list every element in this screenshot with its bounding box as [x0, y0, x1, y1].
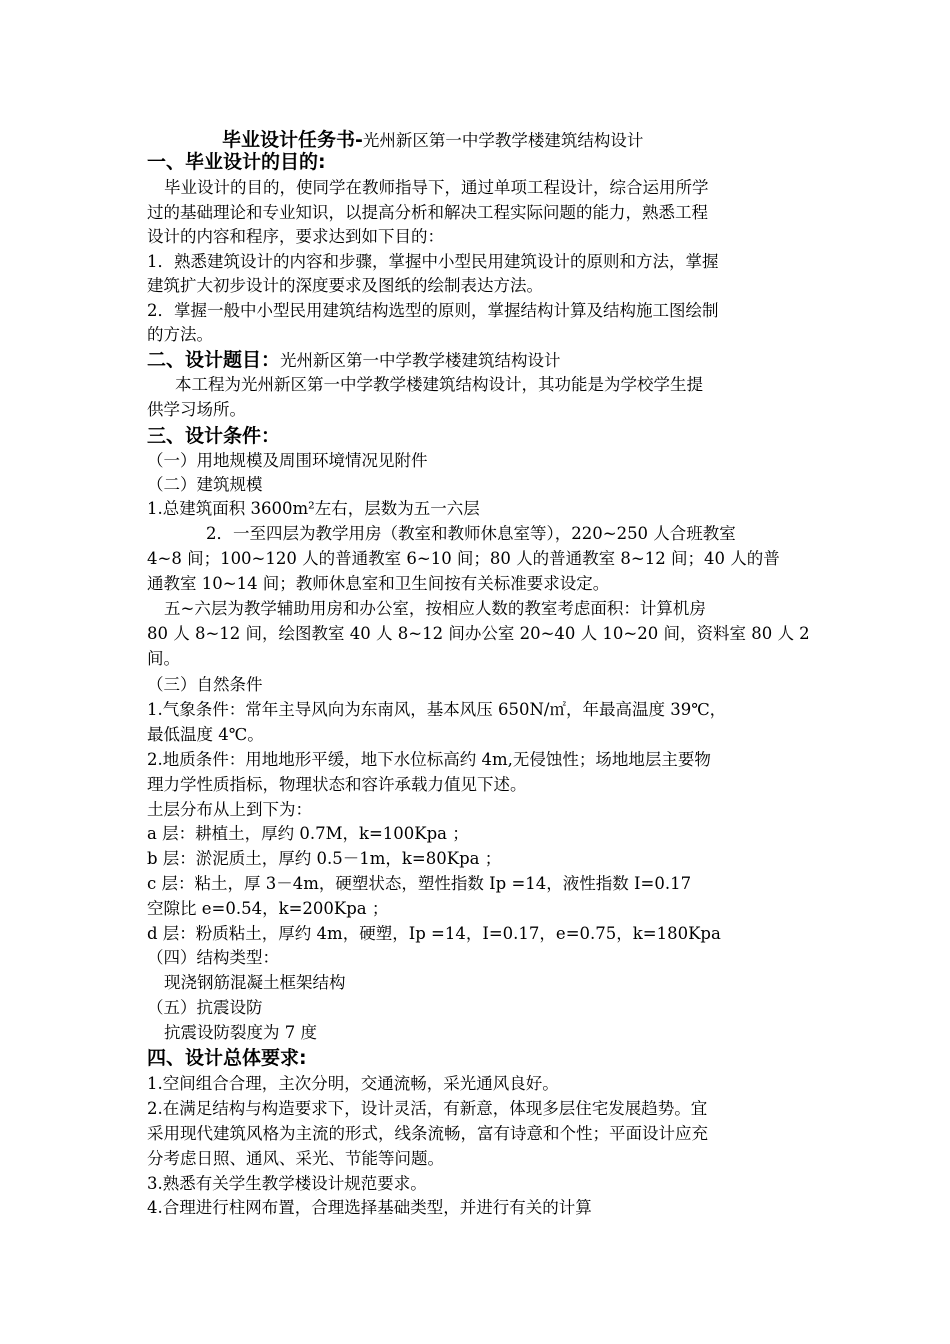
paragraph-line: c 层：粘土，厚 3－4m，硬塑状态，塑性指数 Ip =14，液性指数 I=0.17: [147, 874, 692, 893]
paragraph-line: 毕业设计的目的，使同学在教师指导下，通过单项工程设计，综合运用所学: [164, 178, 709, 197]
section1-heading: 一、毕业设计的目的:: [147, 151, 326, 173]
paragraph-line: 2.在满足结构与构造要求下，设计灵活，有新意，体现多层住宅发展趋势。宜: [147, 1099, 708, 1118]
paragraph-line: 过的基础理论和专业知识，以提高分析和解决工程实际问题的能力，熟悉工程: [147, 203, 708, 222]
paragraph-line: 1．熟悉建筑设计的内容和步骤，掌握中小型民用建筑设计的原则和方法，掌握: [147, 252, 719, 271]
section2-topic: 光州新区第一中学教学楼建筑结构设计: [280, 351, 561, 370]
section4-heading: 四、设计总体要求:: [147, 1047, 307, 1069]
paragraph-line: a 层：耕植土，厚约 0.7M，k=100Kpa ；: [147, 824, 469, 843]
paragraph-line: 采用现代建筑风格为主流的形式，线条流畅，富有诗意和个性；平面设计应充: [147, 1124, 708, 1143]
paragraph-line: b 层：淤泥质土，厚约 0.5－1m，k=80Kpa ；: [147, 849, 502, 868]
paragraph-line: 抗震设防裂度为 7 度: [164, 1023, 317, 1042]
document-title: [222, 125, 643, 152]
paragraph-line: 空隙比 e=0.54，k=200Kpa ；: [147, 899, 389, 918]
paragraph-line: 建筑扩大初步设计的深度要求及图纸的绘制表达方法。: [147, 276, 543, 295]
paragraph-line: 4~8 间；100~120 人的普通教室 6~10 间；80 人的普通教室 8~12 间；40 人的普: [147, 549, 780, 568]
section2-heading-label: 二、设计题目：: [147, 349, 281, 371]
paragraph-line: （四）结构类型：: [147, 948, 279, 967]
paragraph-line: 最低温度 4℃。: [147, 725, 264, 744]
paragraph-line: （五）抗震设防: [147, 998, 263, 1017]
paragraph-line: 五~六层为教学辅助用房和办公室，按相应人数的教室考虑面积：计算机房: [164, 599, 706, 618]
paragraph-line: （一）用地规模及周围环境情况见附件: [147, 451, 428, 470]
paragraph-line: 1.气象条件：常年主导风向为东南风，基本风压 650N/㎡，年最高温度 39℃，: [147, 700, 727, 719]
paragraph-line: 3.熟悉有关学生教学楼设计规范要求。: [147, 1174, 427, 1193]
paragraph-line: 设计的内容和程序，要求达到如下目的：: [147, 227, 444, 246]
paragraph-line: 80 人 8~12 间，绘图教室 40 人 8~12 间办公室 20~40 人 10~20 间，资料室 80 人 2: [147, 624, 810, 643]
paragraph-line: 本工程为光州新区第一中学教学楼建筑结构设计，其功能是为学校学生提: [175, 375, 703, 394]
title-main: 毕业设计任务书-: [222, 129, 363, 151]
paragraph-line: 1.空间组合合理，主次分明，交通流畅，采光通风良好。: [147, 1074, 559, 1093]
paragraph-line: 4.合理进行柱网布置，合理选择基础类型，并进行有关的计算: [147, 1198, 592, 1217]
paragraph-line: （二）建筑规模: [147, 475, 263, 494]
paragraph-line: 2．一至四层为教学用房（教室和教师休息室等），220~250 人合班教室: [206, 524, 736, 543]
paragraph-line: 分考虑日照、通风、采光、节能等问题。: [147, 1149, 444, 1168]
section3-heading: 三、设计条件：: [147, 425, 281, 447]
paragraph-line: 供学习场所。: [147, 400, 246, 419]
paragraph-line: 间。: [147, 649, 180, 668]
paragraph-line: 2.地质条件：用地地形平缓，地下水位标高约 4m,无侵蚀性；场地地层主要物: [147, 750, 711, 769]
paragraph-line: 理力学性质指标，物理状态和容许承载力值见下述。: [147, 775, 527, 794]
section2-heading: [147, 348, 561, 373]
paragraph-line: （三）自然条件: [147, 675, 263, 694]
paragraph-line: 土层分布从上到下为：: [147, 800, 312, 819]
paragraph-line: 通教室 10~14 间；教师休息室和卫生间按有关标准要求设定。: [147, 574, 610, 593]
title-sub: 光州新区第一中学教学楼建筑结构设计: [362, 131, 644, 150]
paragraph-line: 现浇钢筋混凝土框架结构: [164, 973, 346, 992]
paragraph-line: d 层：粉质粘土，厚约 4m，硬塑，Ip =14，I=0.17，e=0.75，k=180Kpa: [147, 924, 721, 943]
paragraph-line: 2．掌握一般中小型民用建筑结构选型的原则，掌握结构计算及结构施工图绘制: [147, 301, 719, 320]
paragraph-line: 1.总建筑面积 3600m²左右，层数为五一六层: [147, 499, 480, 518]
paragraph-line: 的方法。: [147, 325, 213, 344]
